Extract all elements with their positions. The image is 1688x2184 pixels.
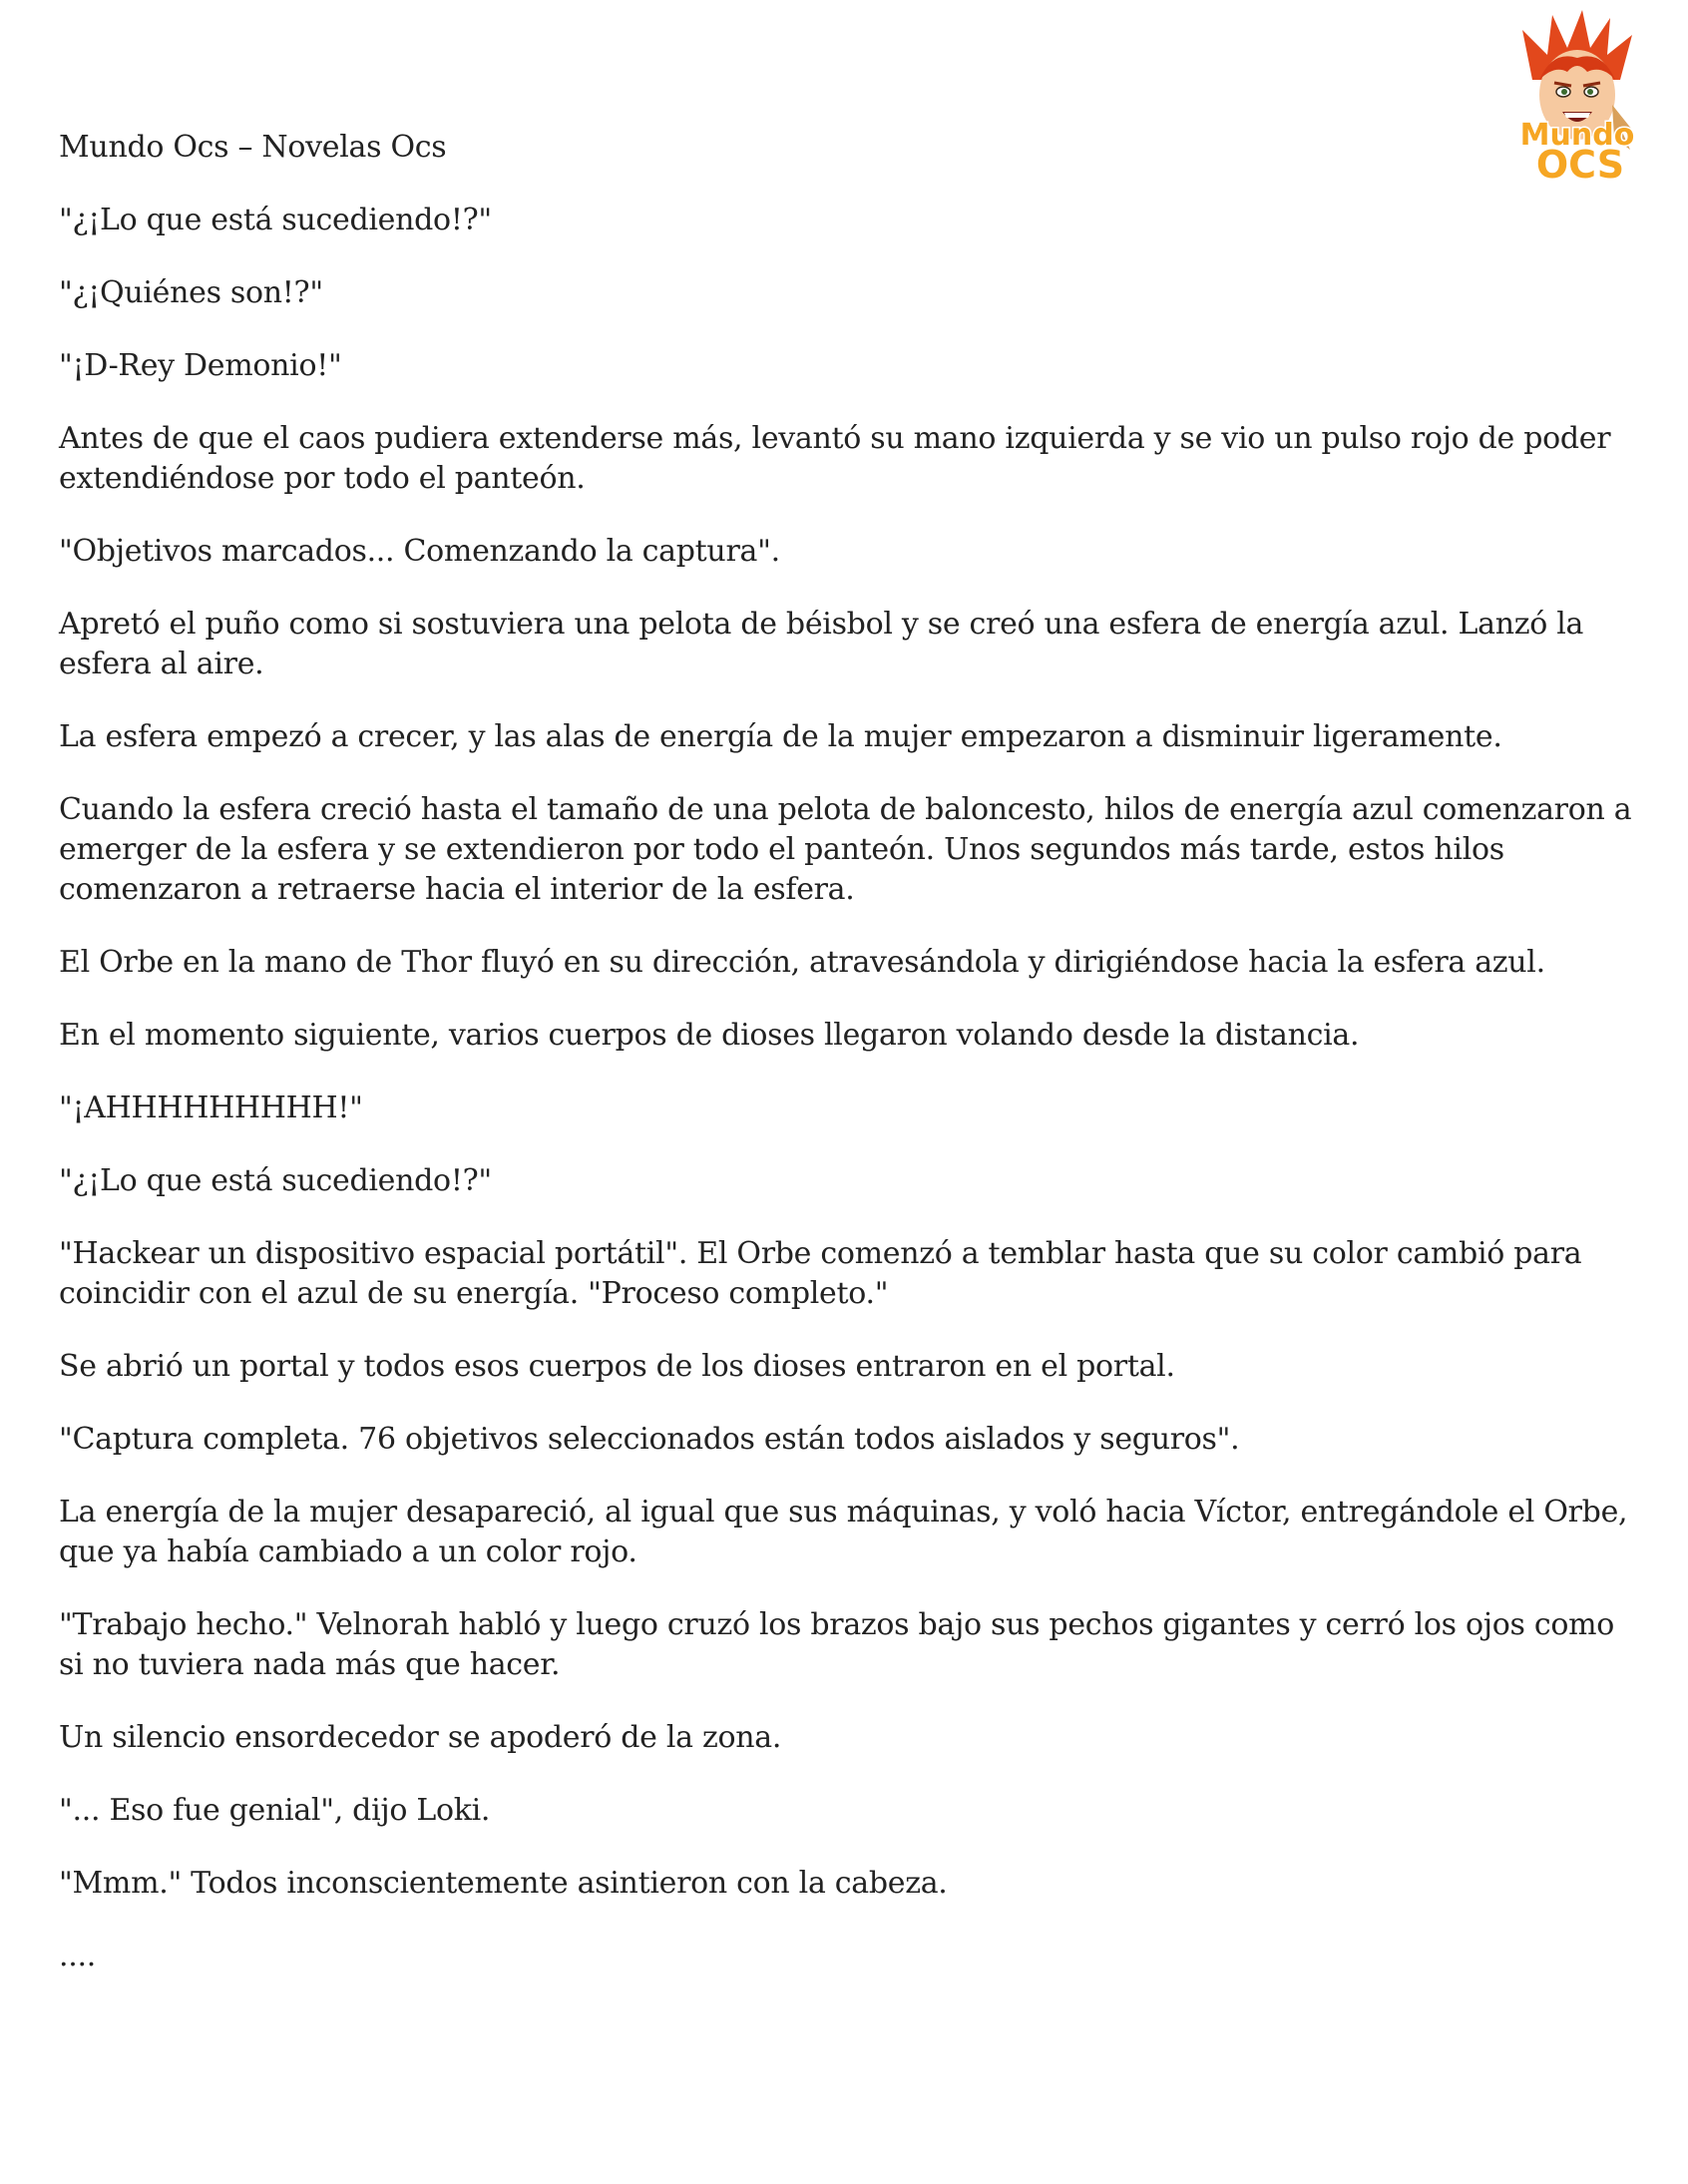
paragraph: En el momento siguiente, varios cuerpos de dioses llegaron volando desde la distancia.: [59, 1018, 1360, 1053]
paragraph: "¡D-Rey Demonio!": [59, 348, 342, 383]
paragraph: "Mmm." Todos inconscientemente asintieron con la cabeza.: [59, 1866, 948, 1901]
paragraph: "Trabajo hecho." Velnorah habló y luego cruzó los brazos bajo sus pechos gigantes y cerró los ojos como si no tuviera nada más que hacer.: [59, 1607, 1614, 1682]
svg-text:Mundo: Mundo: [1519, 118, 1635, 153]
paragraph: ....: [59, 1939, 96, 1973]
page-header-title: Mundo Ocs – Novelas Ocs: [59, 130, 447, 165]
paragraph: "¿¡Lo que está sucediendo!?": [59, 1163, 492, 1198]
document-body: [59, 128, 1635, 2009]
paragraph: Un silencio ensordecedor se apoderó de la zona.: [59, 1720, 782, 1755]
paragraph: La esfera empezó a crecer, y las alas de energía de la mujer empezaron a disminuir ligeramente.: [59, 719, 1502, 754]
paragraph: Se abrió un portal y todos esos cuerpos de los dioses entraron en el portal.: [59, 1349, 1175, 1384]
paragraph: "... Eso fue genial", dijo Loki.: [59, 1793, 491, 1828]
paragraph: Cuando la esfera creció hasta el tamaño de una pelota de baloncesto, hilos de energía azul comenzaron a emerger de la esfera y se extendieron por todo el panteón. Unos segundos más tarde, estos hilos comenzaron a retraerse hacia el interior de la esfera.: [59, 792, 1632, 907]
paragraph: El Orbe en la mano de Thor fluyó en su dirección, atravesándola y dirigiéndose hacia la esfera azul.: [59, 945, 1545, 980]
paragraph: "¡AHHHHHHHHH!": [59, 1091, 363, 1125]
paragraph: "Objetivos marcados... Comenzando la captura".: [59, 534, 780, 569]
paragraph: "¿¡Quiénes son!?": [59, 275, 323, 310]
paragraph: "Hackear un dispositivo espacial portátil". El Orbe comenzó a temblar hasta que su color cambió para coincidir con el azul de su energía. "Proceso completo.": [59, 1236, 1582, 1311]
paragraph: "¿¡Lo que está sucediendo!?": [59, 203, 492, 237]
paragraph: Apretó el puño como si sostuviera una pelota de béisbol y se creó una esfera de energía azul. Lanzó la esfera al aire.: [59, 607, 1584, 681]
paragraph: "Captura completa. 76 objetivos seleccionados están todos aislados y seguros".: [59, 1422, 1240, 1457]
svg-text:OCS: OCS: [1535, 143, 1625, 185]
paragraph: Antes de que el caos pudiera extenderse más, levantó su mano izquierda y se vio un pulso rojo de poder extendiéndose por todo el panteón.: [59, 421, 1611, 496]
paragraph: La energía de la mujer desapareció, al igual que sus máquinas, y voló hacia Víctor, entregándole el Orbe, que ya había cambiado a un color rojo.: [59, 1495, 1628, 1569]
